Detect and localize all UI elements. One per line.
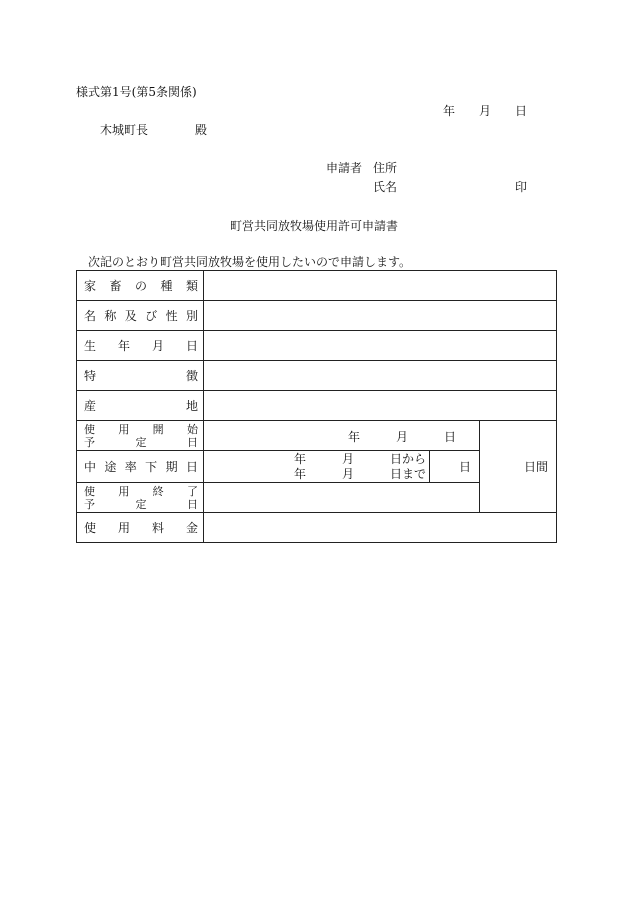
date-month: 月 <box>479 104 492 118</box>
name-label: 氏名 <box>373 180 398 194</box>
to-day: 日まで <box>390 467 427 481</box>
from-month: 月 <box>342 452 355 466</box>
row-fee <box>77 513 557 543</box>
start-year: 年 <box>348 430 361 444</box>
label-fee: 使 用 料 金 <box>77 513 204 543</box>
mid-leave-days: 日 <box>458 460 471 474</box>
application-table <box>76 270 557 543</box>
label-birth-date: 生 年 月 日 <box>77 331 204 361</box>
label-mid-leave: 中 途 率 下 期 日 <box>77 451 204 483</box>
label-name-sex: 名 称 及 び 性 別 <box>77 301 204 331</box>
row-origin <box>77 391 557 421</box>
field-end-date[interactable] <box>204 483 480 513</box>
from-day: 日から <box>390 452 427 466</box>
label-origin: 産 地 <box>77 391 204 421</box>
document-title: 町営共同放牧場使用許可申請書 <box>230 219 399 233</box>
label-livestock-type: 家 畜 の 種 類 <box>77 271 204 301</box>
to-year: 年 <box>294 467 307 481</box>
field-livestock-type[interactable] <box>204 271 557 301</box>
form-number: 様式第1号(第5条関係) <box>76 85 197 99</box>
field-mid-leave-dates[interactable] <box>204 451 430 483</box>
intro-text: 次記のとおり町営共同放牧場を使用したいので申請します。 <box>88 255 412 269</box>
field-start-date[interactable] <box>204 421 480 451</box>
from-year: 年 <box>294 452 307 466</box>
field-fee[interactable] <box>204 513 557 543</box>
row-birth-date <box>77 331 557 361</box>
to-month: 月 <box>342 467 355 481</box>
seal-mark: 印 <box>515 180 528 194</box>
applicant-label: 申請者 <box>326 161 363 175</box>
field-origin[interactable] <box>204 391 557 421</box>
field-mid-leave-days[interactable] <box>430 451 480 483</box>
start-month: 月 <box>396 430 409 444</box>
label-end-date: 使 用 終 了 予 定 日 <box>77 483 204 513</box>
honorific: 殿 <box>195 123 208 137</box>
row-start-date <box>77 421 557 451</box>
date-day: 日 <box>515 104 528 118</box>
addressee: 木城町長 <box>100 123 149 137</box>
label-start-date: 使 用 開 始 予 定 日 <box>77 421 204 451</box>
field-birth-date[interactable] <box>204 331 557 361</box>
address-label: 住所 <box>373 161 398 175</box>
field-features[interactable] <box>204 361 557 391</box>
start-day: 日 <box>444 430 457 444</box>
period-days-cell[interactable] <box>480 421 557 513</box>
date-year: 年 <box>443 104 456 118</box>
period-days: 日間 <box>524 460 549 474</box>
row-livestock-type <box>77 271 557 301</box>
row-name-sex <box>77 301 557 331</box>
row-features <box>77 361 557 391</box>
label-features: 特 徴 <box>77 361 204 391</box>
field-name-sex[interactable] <box>204 301 557 331</box>
